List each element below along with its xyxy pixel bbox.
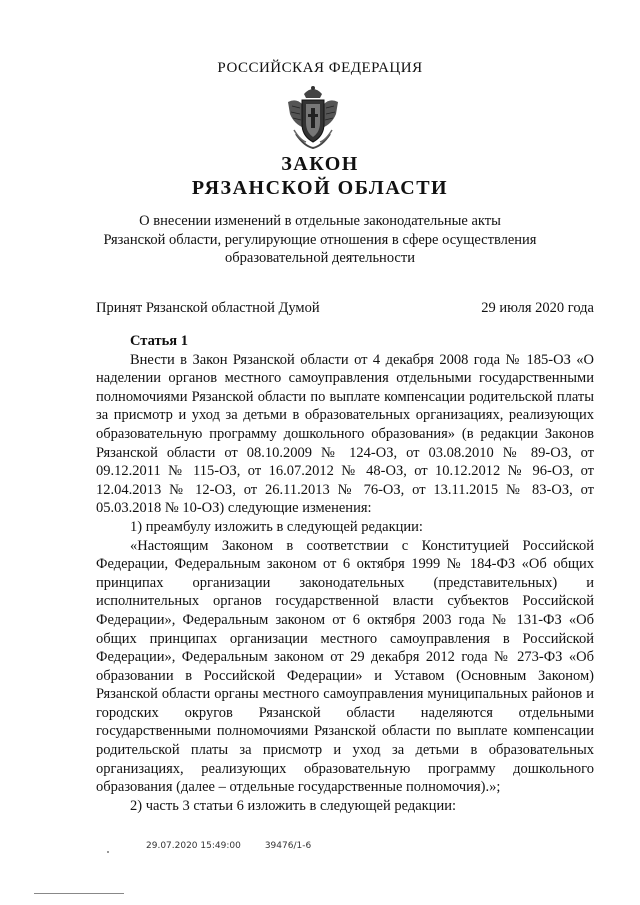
adoption-date: 29 июля 2020 года bbox=[481, 300, 594, 316]
subject-line: Рязанской области, регулирующие отношения в сфере осуществления bbox=[103, 231, 537, 248]
adopted-by: Принят Рязанской областной Думой bbox=[96, 300, 320, 316]
law-label: ЗАКОН bbox=[281, 153, 359, 175]
quoted-preamble: «Настоящим Законом в соответствии с Конституцией Российской Федерации, Федеральным законом от 6 октября 1999 № 184-ФЗ «Об общих принципах организации законодательных (представительных) и исполнительных органов государственной власти субъектов Российской Федерации», Федеральным законом от 6 октября 2003 года № 131-ФЗ «Об общих принципах организации местного самоуправления в Российской Федерации», Федеральным законом от 29 декабря 2012 года № 273-ФЗ «Об образовании в Российской Федерации» и Уставом (Основным Законом) Рязанской области органы местного самоуправления муниципальных районов и городских округов Рязанской области наделяются отдельными государственными полномочиями Рязанской области по выплате компенсации родительской платы за присмотр и уход за детьми в образовательных организациях, реализующих образовательную программу дошкольного образования (далее – отдельные государственные полномочия).»; bbox=[96, 537, 594, 796]
article-body bbox=[96, 332, 594, 815]
subject-line: О внесении изменений в отдельные законодательные акты bbox=[139, 213, 501, 229]
scan-edge-line bbox=[34, 893, 124, 894]
region-name: РЯЗАНСКОЙ ОБЛАСТИ bbox=[191, 177, 449, 199]
law-subject bbox=[0, 212, 640, 268]
law-title bbox=[0, 152, 640, 200]
country-title: РОССИЙСКАЯ ФЕДЕРАЦИЯ bbox=[217, 60, 423, 76]
article-heading: Статья 1 bbox=[130, 333, 188, 349]
article-intro: Внести в Закон Рязанской области от 4 декабря 2008 года № 185-ОЗ «О наделении органов местного самоуправления отдельными государственными полномочиями Рязанской области по выплате компенсации родительской платы за присмотр и уход за детьми в образовательных организациях, реализующих образовательную программу дошкольного образования» (в редакции Законов Рязанской области от 08.10.2009 № 124-ОЗ, от 03.08.2010 № 89-ОЗ, от 09.12.2011 № 115-ОЗ, от 16.07.2012 № 48-ОЗ, от 10.12.2012 № 96-ОЗ, от 12.04.2013 № 12-ОЗ, от 26.11.2013 № 76-ОЗ, от 13.11.2015 № 83-ОЗ, от 05.03.2018 № 10-ОЗ) следующие изменения: bbox=[96, 351, 594, 517]
item-2: 2) часть 3 статьи 6 изложить в следующей редакции: bbox=[130, 797, 456, 814]
registration-stamp bbox=[146, 841, 311, 851]
coat-of-arms-icon bbox=[284, 84, 342, 152]
adoption-row bbox=[96, 300, 594, 317]
subject-line: образовательной деятельности bbox=[225, 250, 415, 266]
item-1: 1) преамбулу изложить в следующей редакции: bbox=[130, 518, 423, 535]
stamp-timestamp: 29.07.2020 15:49:00 bbox=[146, 841, 241, 851]
scan-artifact bbox=[107, 851, 109, 853]
stamp-doc-number: 39476/1-6 bbox=[264, 841, 312, 851]
